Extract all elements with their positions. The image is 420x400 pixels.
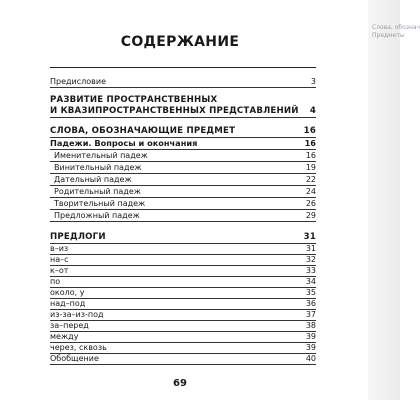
toc-entry-page: 33 bbox=[305, 266, 316, 275]
toc-entry-text: на–с bbox=[50, 255, 69, 264]
toc-subsection-cases bbox=[50, 138, 316, 150]
toc-entry-page: 16 bbox=[305, 151, 316, 160]
toc-entry bbox=[50, 150, 316, 162]
toc-entry-text: Родительный падеж bbox=[54, 187, 141, 196]
toc-entry-page: 3 bbox=[310, 77, 316, 86]
toc-entry-page: 29 bbox=[305, 211, 316, 220]
toc-entry-page: 24 bbox=[305, 187, 316, 196]
page-title: СОДЕРЖАНИЕ bbox=[120, 34, 240, 50]
page-number: 69 bbox=[173, 378, 187, 389]
toc-entry-text: над–под bbox=[50, 299, 86, 308]
toc-entry-page: 16 bbox=[304, 138, 316, 148]
toc-entry-text: Предложный падеж bbox=[54, 211, 140, 220]
toc-entry-page: 40 bbox=[305, 354, 316, 363]
toc-entry-page: 37 bbox=[305, 310, 316, 319]
toc-entry-page: 22 bbox=[305, 175, 316, 184]
toc-entry-page: 34 bbox=[305, 277, 316, 286]
toc-entry-text: Падежи. Вопросы и окончания bbox=[50, 138, 198, 148]
toc-entry-text: Творительный падеж bbox=[54, 199, 146, 208]
toc-entry-text: из-за–из-под bbox=[50, 310, 104, 319]
toc-entry-page: 31 bbox=[303, 232, 316, 242]
toc-entry-text: СЛОВА, ОБОЗНАЧАЮЩИЕ ПРЕДМЕТ bbox=[50, 126, 236, 136]
toc-entry-page: 16 bbox=[303, 126, 316, 136]
adjacent-page-edge bbox=[368, 0, 400, 400]
toc-entry-text: И КВАЗИПРОСТРАНСТВЕННЫХ ПРЕДСТАВЛЕНИЙ bbox=[50, 106, 299, 116]
toc-entry bbox=[50, 353, 316, 365]
adjacent-page-text: Предметы bbox=[372, 32, 405, 39]
toc-entry-text: по bbox=[50, 277, 61, 286]
rule-top bbox=[50, 67, 316, 68]
toc-entry-text: Винительный падеж bbox=[54, 163, 142, 172]
toc-entry-text: Обобщение bbox=[50, 354, 99, 363]
toc-entry-page: 38 bbox=[305, 321, 316, 330]
toc-entry-text: к–от bbox=[50, 266, 69, 275]
toc-entry-page: 36 bbox=[305, 299, 316, 308]
toc-entry-page: 32 bbox=[305, 255, 316, 264]
toc-entry bbox=[50, 210, 316, 222]
toc-entry-page: 39 bbox=[305, 343, 316, 352]
toc-entry-text: за–перед bbox=[50, 321, 89, 330]
toc-entry-text: около, у bbox=[50, 288, 85, 297]
toc-section-nouns bbox=[50, 126, 316, 138]
toc-entry-text: между bbox=[50, 332, 79, 341]
toc-entry bbox=[50, 174, 316, 186]
toc-entry-text: Предисловие bbox=[50, 77, 106, 86]
toc-entry-page: 4 bbox=[309, 106, 316, 116]
adjacent-page-text: Слова, обознач bbox=[372, 24, 420, 31]
toc-entry-page: 19 bbox=[305, 163, 316, 172]
toc-section-spatial-line2 bbox=[50, 106, 316, 118]
toc-entry-page: 31 bbox=[305, 244, 316, 253]
toc-entry-page: 26 bbox=[305, 199, 316, 208]
toc-entry-preface bbox=[50, 76, 316, 88]
toc-entry-text: Дательный падеж bbox=[54, 175, 132, 184]
toc-entry-page: 35 bbox=[305, 288, 316, 297]
toc-entry-text: ПРЕДЛОГИ bbox=[50, 232, 106, 242]
toc-entry-text: в–из bbox=[50, 244, 69, 253]
toc-entry bbox=[50, 186, 316, 198]
toc-entry-text: через, сквозь bbox=[50, 343, 107, 352]
toc-entry-page: 39 bbox=[305, 332, 316, 341]
toc-entry bbox=[50, 162, 316, 174]
toc-section-spatial-line1 bbox=[50, 95, 316, 106]
toc-entry-text: РАЗВИТИЕ ПРОСТРАНСТВЕННЫХ bbox=[50, 95, 218, 105]
toc-entry bbox=[50, 198, 316, 210]
toc-entry-text: Именительный падеж bbox=[54, 151, 148, 160]
